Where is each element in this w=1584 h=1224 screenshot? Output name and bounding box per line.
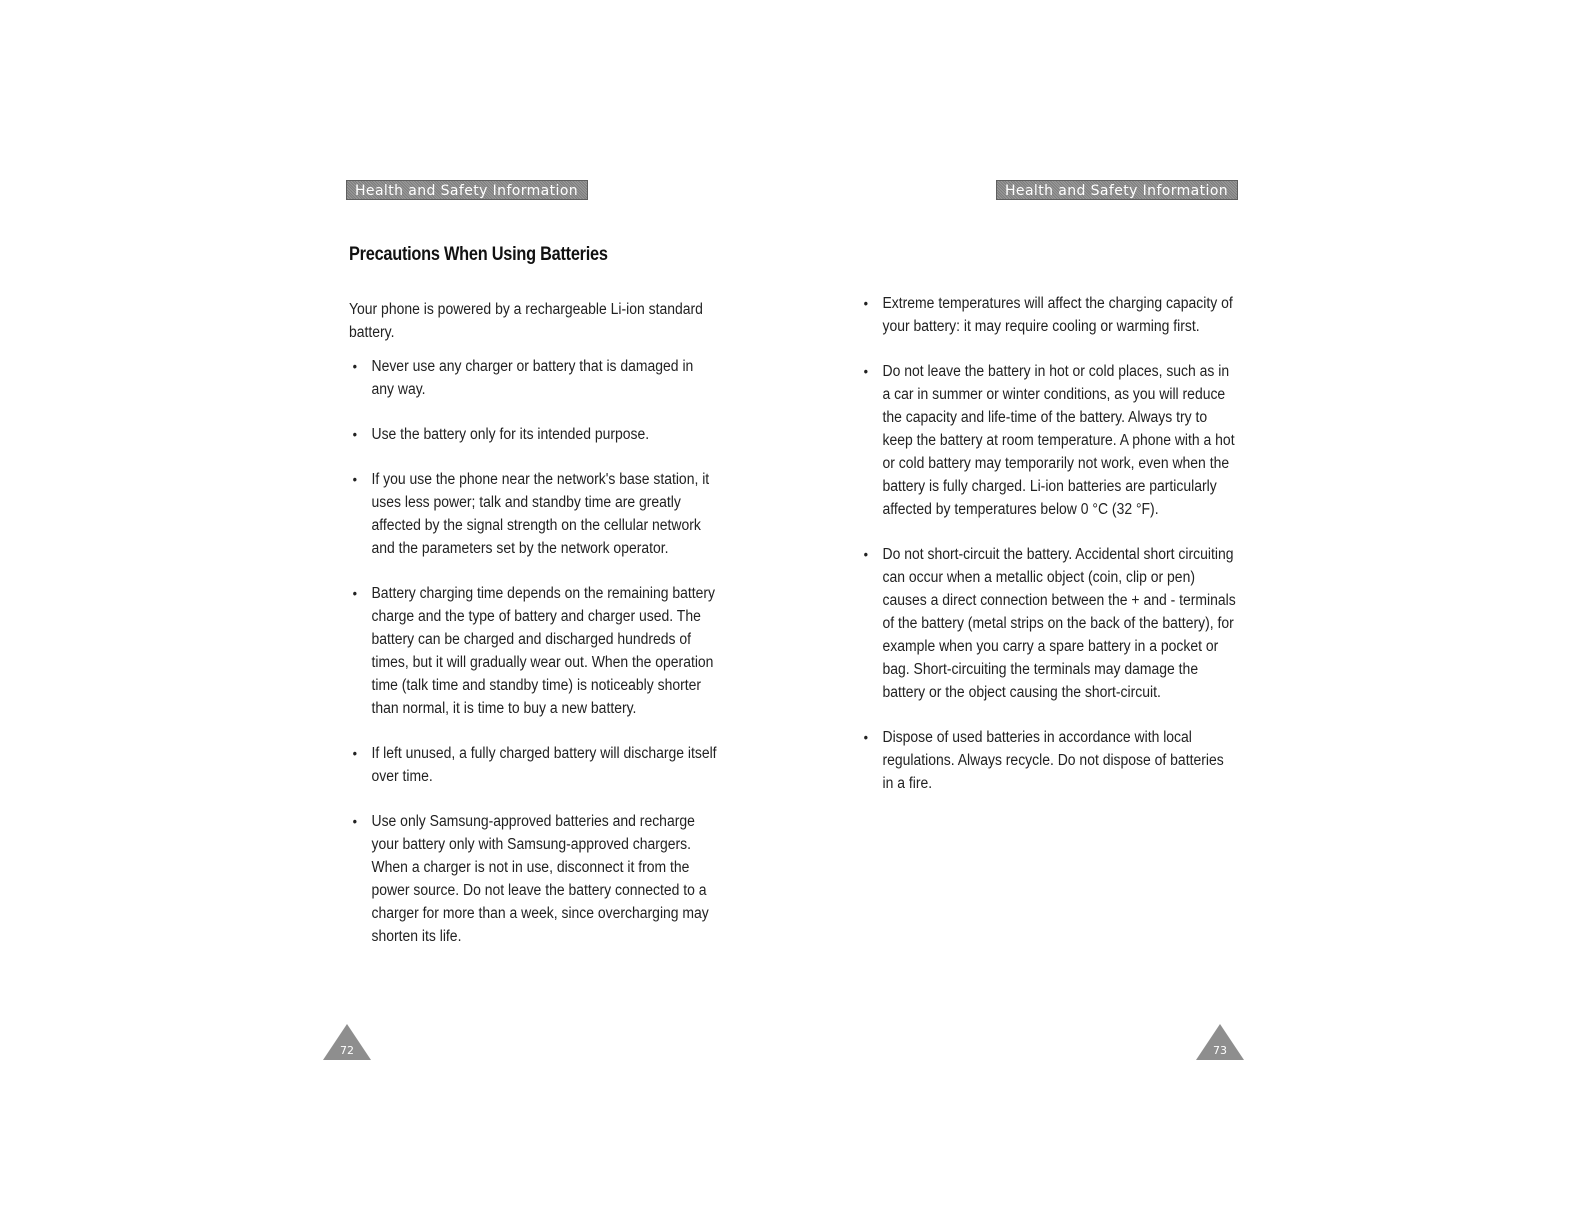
bullet-icon: • [352,471,358,487]
bullet-text: Never use any charger or battery that is damaged in any way. [371,358,694,398]
page-number: 72 [340,1044,354,1057]
bullet-text: Battery charging time depends on the remaining battery charge and the type of battery and charger used. The battery can be charged and discharged hundreds of times, but it will gradually wear out. When the operation time (talk time and standby time) is noticeably shorter than normal, it is time to buy a new battery. [371,585,716,717]
bullet-text: If you use the phone near the network's base station, it uses less power; talk and standby time are greatly affected by the signal strength on the cellular network and the parameters set by the network operator. [371,471,710,557]
bullet-text: If left unused, a fully charged battery will discharge itself over time. [371,745,717,785]
bullet-icon: • [352,585,358,601]
bullet-text: Dispose of used batteries in accordance with local regulations. Always recycle. Do not dispose of batteries in a fire. [882,729,1224,792]
left-text-column [349,298,718,970]
bullet-item [860,292,1238,338]
bullet-icon: • [352,813,358,829]
section-header-tab: Health and Safety Information [996,180,1238,200]
bullet-icon: • [863,295,869,311]
bullet-icon: • [863,363,869,379]
bullet-item [349,423,718,446]
right-page [792,0,1584,1224]
bullet-text: Use only Samsung-approved batteries and recharge your battery only with Samsung-approved chargers. When a charger is not in use, disconnect it from the power source. Do not leave the battery connected to a charger for more than a week, since overcharging may shorten its life. [371,813,709,945]
bullet-item [860,543,1238,704]
bullet-icon: • [863,729,869,745]
intro-paragraph: Your phone is powered by a rechargeable Li-ion standard battery. [349,301,703,341]
bullet-list [349,355,718,948]
bullet-item [860,360,1238,521]
bullet-item [349,582,718,720]
section-header-tab: Health and Safety Information [346,180,588,200]
bullet-text: Do not short-circuit the battery. Accidental short circuiting can occur when a metallic object (coin, clip or pen) causes a direct connection between the + and - terminals of the battery (metal strips on the back of the battery), for example when you carry a spare battery in a pocket or bag. Short-circuiting the terminals may damage the battery or the object causing the short-circuit. [882,546,1236,701]
bullet-item [349,468,718,560]
bullet-list [860,292,1238,795]
bullet-text: Do not leave the battery in hot or cold places, such as in a car in summer or winter conditions, as you will reduce the capacity and life-time of the battery. Always try to keep the battery at room temperature. A phone with a hot or cold battery may temporarily not work, even when the battery is fully charged. Li-ion batteries are particularly affected by temperatures below 0 °C (32 °F). [882,363,1235,518]
bullet-icon: • [863,546,869,562]
right-text-column [860,292,1238,817]
bullet-icon: • [352,745,358,761]
section-title: Precautions When Using Batteries [349,244,608,265]
bullet-text: Extreme temperatures will affect the charging capacity of your battery: it may require cooling or warming first. [882,295,1233,335]
bullet-item [349,742,718,788]
page-number: 73 [1213,1044,1227,1057]
bullet-text: Use the battery only for its intended purpose. [371,426,650,443]
bullet-icon: • [352,426,358,442]
bullet-item [860,726,1238,795]
bullet-item [349,810,718,948]
bullet-item [349,355,718,401]
bullet-icon: • [352,358,358,374]
